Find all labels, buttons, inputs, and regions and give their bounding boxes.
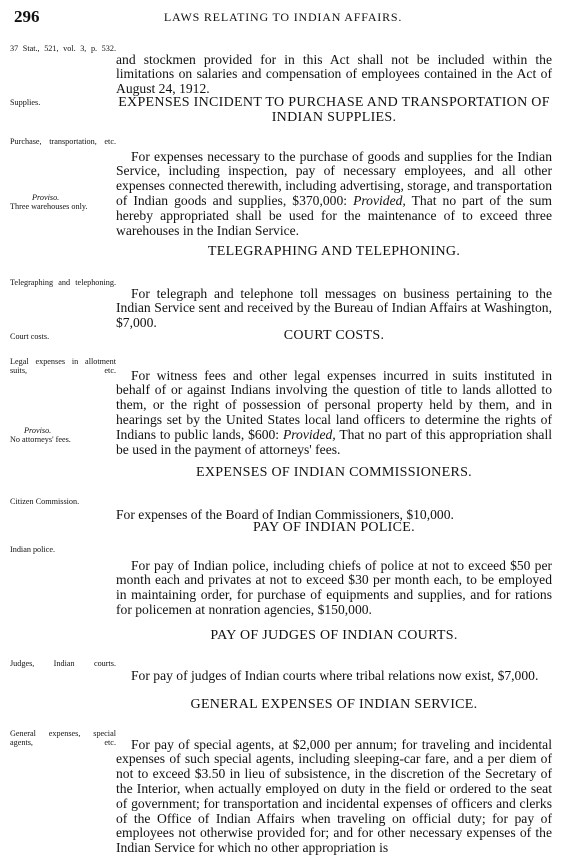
warehouses-note: Three warehouses only. bbox=[10, 202, 88, 211]
margin-note-supplies: Supplies. bbox=[10, 98, 41, 107]
paragraph-indian-police: For pay of Indian police, including chiefs of police at not to exceed $50 per month each and privates at not to exceed $30 per month each, to be employed in maintaining order, for purchase of equipments and supplies, and for rations for policemen at nonration agencies, $150,000. bbox=[116, 557, 552, 617]
paragraph-legal-expenses bbox=[116, 369, 552, 458]
legal-text: For witness fees and other legal expenses incurred in suits instituted in behalf of or against Indians involving the question of title to lands allotted to them, or the right of possession of personal property held by them, and in hearings set by the United States local land officers to determine the rights of Indians to public lands, $600: bbox=[116, 367, 552, 442]
heading-court-costs: COURT COSTS. bbox=[283, 328, 385, 343]
running-title: LAWS RELATING TO INDIAN AFFAIRS. bbox=[163, 10, 403, 24]
margin-note-proviso-attorneys bbox=[10, 426, 116, 444]
paragraph-telegraphing: For telegraph and telephone toll messages on business pertaining to the Indian Service sent and received by the Bureau of Indian Affairs at Washington, $7,000. bbox=[116, 285, 552, 331]
heading-judges-indian-courts: PAY OF JUDGES OF INDIAN COURTS. bbox=[210, 628, 458, 643]
margin-note-statute-reference: 37 Stat., 521, vol. 3, p. 532. bbox=[10, 44, 116, 53]
paragraph-purchase-supplies bbox=[116, 150, 552, 239]
margin-note-purchase-transportation: Purchase, transportation, etc. bbox=[10, 137, 116, 146]
purchase-text: For expenses necessary to the purchase of goods and supplies for the Indian Service, including inspection, pay of necessary employees, and all other expenses connected therewith, including advertising, storage, and transportation of Indian goods and supplies, $370,000: bbox=[116, 148, 552, 208]
margin-note-proviso-warehouses bbox=[10, 193, 116, 211]
heading-indian-commissioners: EXPENSES OF INDIAN COMMISSIONERS. bbox=[196, 465, 472, 480]
heading-telegraphing: TELEGRAPHING AND TELEPHONING. bbox=[207, 244, 461, 259]
proviso-label: Proviso. bbox=[32, 193, 60, 202]
margin-note-indian-police: Indian police. bbox=[10, 545, 56, 554]
margin-note-judges: Judges, Indian courts. bbox=[10, 659, 116, 668]
paragraph-general-expenses: For pay of special agents, at $2,000 per annum; for traveling and incidental expenses of such special agents, including sleeping-car fare, and a per diem of not to exceed $3.50 in lieu of subsistence, in the discretion of the Secretary of the Interior, when actually employed on duty in the field or ordered to the seat of government; for transportation and incidental expenses of officers and clerks of the Office of Indian Affairs when traveling on official duty; for pay of employees not otherwise provided for; and for other necessary expenses of the Indian Service for which no other appropriation is bbox=[116, 736, 552, 856]
provided-word: Provided, bbox=[353, 192, 406, 208]
heading-indian-police: PAY OF INDIAN POLICE. bbox=[253, 520, 415, 535]
margin-note-general-expenses: General expenses, special agents, etc. bbox=[10, 729, 116, 747]
margin-note-citizen-commission: Citizen Commission. bbox=[10, 497, 80, 506]
paragraph-stockmen-continuation: and stockmen provided for in this Act shall not be included within the limitations on salaries and compensation of employees contained in the Act of August 24, 1912. bbox=[116, 51, 552, 97]
paragraph-judges: For pay of judges of Indian courts where tribal relations now exist, $7,000. bbox=[131, 667, 539, 683]
attorneys-note: No attorneys' fees. bbox=[10, 435, 71, 444]
margin-note-legal-expenses: Legal expenses in allotment suits, etc. bbox=[10, 357, 116, 375]
proviso-label: Proviso. bbox=[24, 426, 52, 435]
page-number: 296 bbox=[14, 7, 40, 26]
provided-word: Provided, bbox=[282, 426, 336, 442]
margin-note-court-costs: Court costs. bbox=[10, 332, 50, 341]
legal-proviso-text: That no part of this appropriation shall be used in the payment of attorneys' fees. bbox=[116, 426, 552, 457]
heading-general-expenses: GENERAL EXPENSES OF INDIAN SERVICE. bbox=[190, 697, 478, 712]
purchase-proviso-text: That no part of the sum hereby appropriated shall be used for the maintenance of to exceed three warehouses in the Indian Service. bbox=[116, 192, 553, 238]
paragraph-commissioners: For expenses of the Board of Indian Commissioners, $10,000. bbox=[116, 506, 454, 522]
heading-purchase-transportation: EXPENSES INCIDENT TO PURCHASE AND TRANSPORTATION OF INDIAN SUPPLIES. bbox=[118, 95, 550, 125]
margin-note-telegraphing: Telegraphing and telephoning. bbox=[10, 278, 116, 287]
